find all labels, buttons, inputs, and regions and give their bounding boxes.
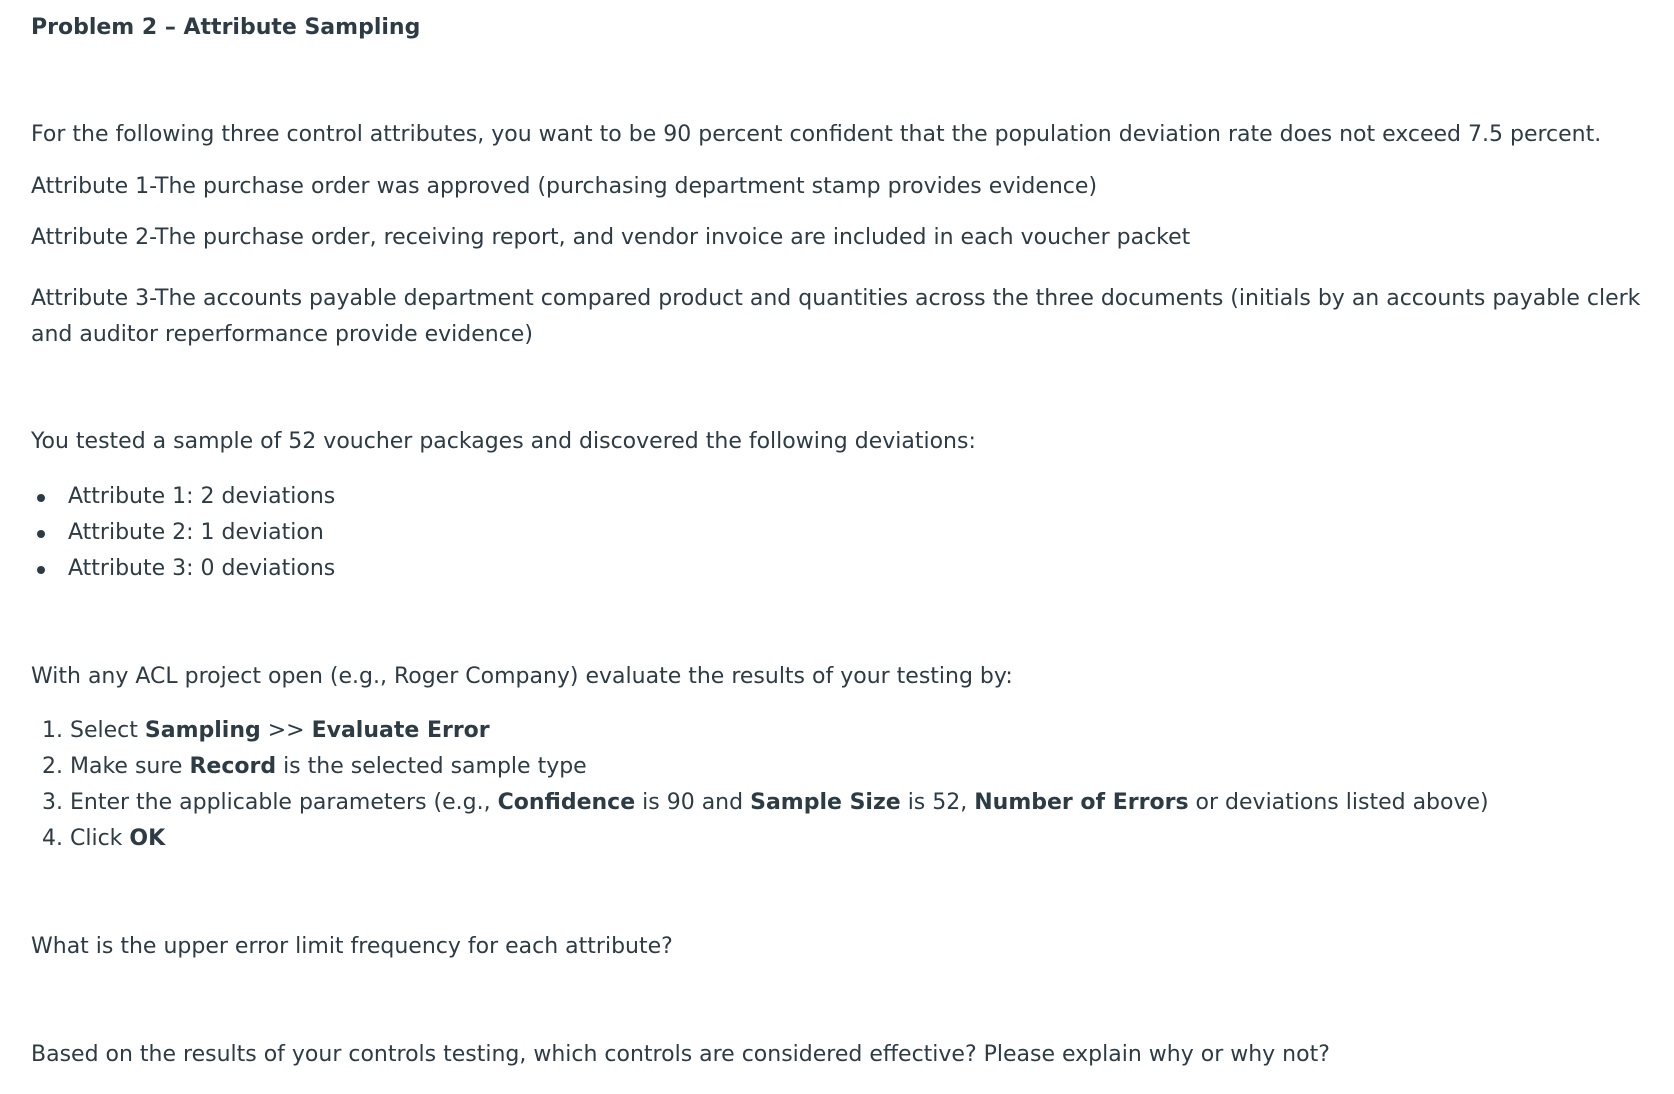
- question-2: Based on the results of your controls testing, which controls are considered effective? Please explain why or why not?: [31, 1042, 1330, 1067]
- step-text: or deviations listed above): [1188, 790, 1489, 815]
- step-text: >>: [260, 718, 312, 743]
- menu-name-evaluate-error: Evaluate Error: [311, 718, 490, 743]
- step-number: 2.: [42, 754, 63, 779]
- attribute-2-text: Attribute 2-The purchase order, receiving report, and vendor invoice are included in each voucher packet: [31, 225, 1191, 250]
- attribute-1-text: Attribute 1-The purchase order was approved (purchasing department stamp provides evidence): [31, 174, 1098, 199]
- attribute-3-text: Attribute 3-The accounts payable department compared product and quantities across the three documents (initials by an accounts payable clerk and auditor reperformance provide evidence): [31, 286, 1641, 347]
- deviation-item-2: Attribute 2: 1 deviation: [31, 515, 335, 551]
- step-2: [31, 749, 1489, 785]
- menu-name-sampling: Sampling: [144, 718, 261, 743]
- deviation-item-3: Attribute 3: 0 deviations: [31, 551, 335, 587]
- step-text: is 90 and: [635, 790, 751, 815]
- deviation-list: [31, 479, 335, 587]
- sample-paragraph: You tested a sample of 52 voucher packages and discovered the following deviations:: [31, 429, 976, 454]
- button-name-ok: OK: [129, 826, 166, 851]
- steps-list: [31, 713, 1489, 857]
- step-text: Enter the applicable parameters (e.g.,: [70, 790, 498, 815]
- step-text: Make sure: [70, 754, 190, 779]
- intro-paragraph: For the following three control attributes, you want to be 90 percent confident that the population deviation rate does not exceed 7.5 percent.: [31, 122, 1602, 147]
- step-4: [31, 821, 1489, 857]
- option-record: Record: [189, 754, 277, 779]
- step-text: Select: [70, 718, 145, 743]
- step-1: [31, 713, 1489, 749]
- param-sample-size: Sample Size: [750, 790, 901, 815]
- step-3: [31, 785, 1489, 821]
- deviation-item-1: Attribute 1: 2 deviations: [31, 479, 335, 515]
- step-number: 3.: [42, 790, 63, 815]
- param-number-of-errors: Number of Errors: [974, 790, 1189, 815]
- step-number: 4.: [42, 826, 63, 851]
- step-number: 1.: [42, 718, 63, 743]
- question-1: What is the upper error limit frequency for each attribute?: [31, 934, 673, 959]
- param-confidence: Confidence: [497, 790, 636, 815]
- step-text: is the selected sample type: [276, 754, 587, 779]
- step-text: Click: [70, 826, 130, 851]
- step-text: is 52,: [900, 790, 975, 815]
- acl-intro-paragraph: With any ACL project open (e.g., Roger Company) evaluate the results of your testing by:: [31, 664, 1013, 689]
- page-title: Problem 2 – Attribute Sampling: [31, 15, 421, 40]
